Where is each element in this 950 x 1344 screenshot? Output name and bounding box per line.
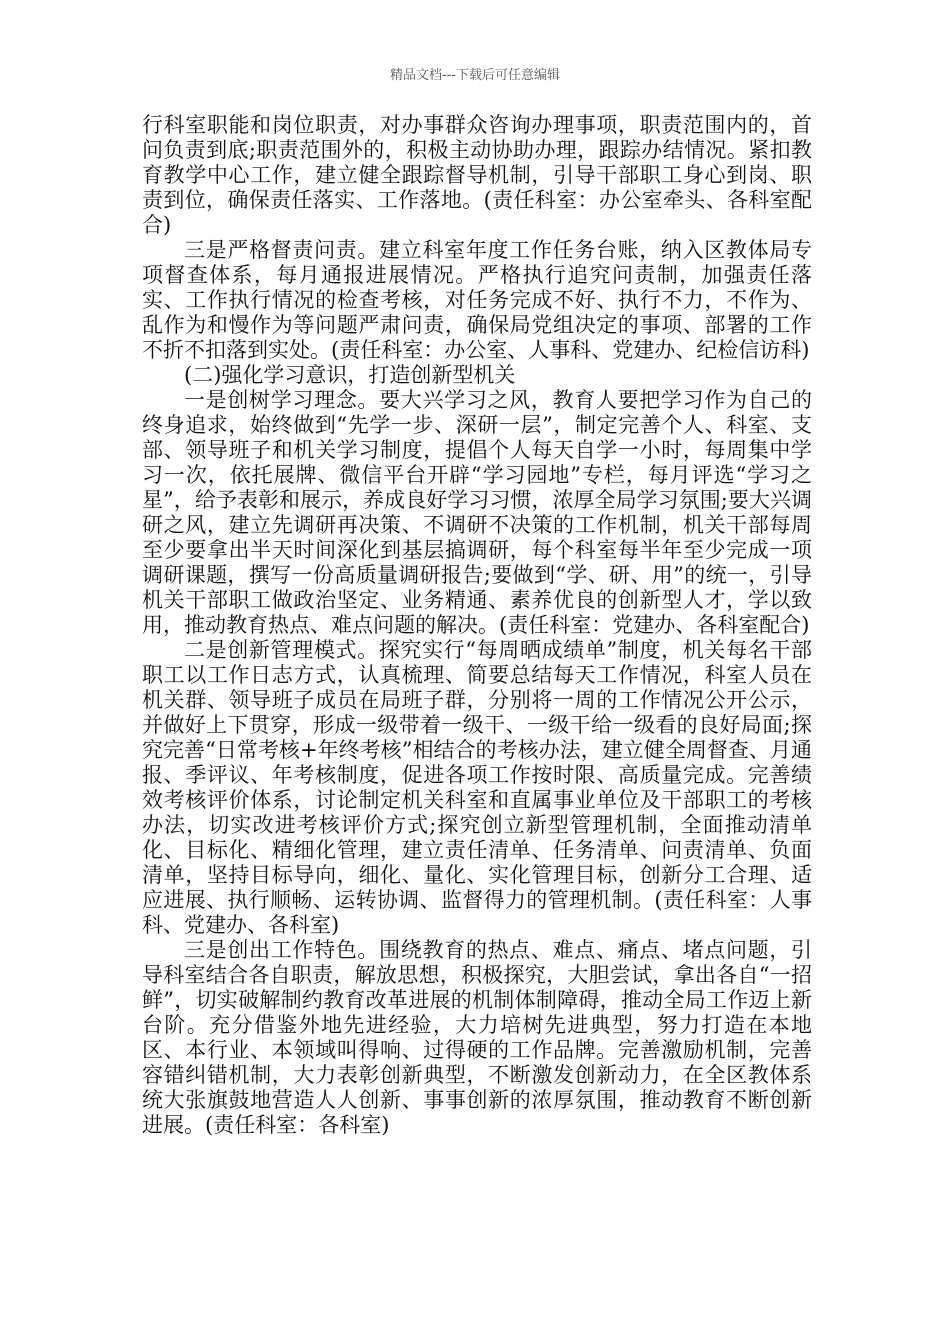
section-heading: (二)强化学习意识，打造创新型机关 <box>184 363 516 387</box>
page-header: 精品文档---下载后可任意编辑 <box>389 68 561 83</box>
paragraph-work-features: 三是创出工作特色。围绕教育的热点、难点、痛点、堵点问题，引导科室结合各自职责，解放思想，积极探究，大胆尝试，拿出各自“一招鲜”，切实破解制约教育改革进展的机制体制障碍，推动全局工作迈上新台阶。充分借鉴外地先进经验，大力培树先进典型，努力打造在本地区、本行业、本领域叫得响、过得硬的工作品牌。完善激励机制，完善容错纠错机制，大力表彰创新典型，不断激发创新动力，在全区教体系统大张旗鼓地营造人人创新、事事创新的浓厚氛围，推动教育不断创新进展。(责任科室：各科室) <box>142 938 812 1137</box>
paragraph-management-mode: 二是创新管理模式。探究实行“每周晒成绩单”制度，机关每名干部职工以工作日志方式，认真梳理、简要总结每天工作情况，科室人员在机关群、领导班子成员在局班子群，分别将一周的工作情况公开公示，并做好上下贯穿，形成一级带着一级干、一级干给一级看的良好局面;探究完善“日常考核+年终考核”相结合的考核办法，建立健全周督查、月通报、季评议、年考核制度，促进各项工作按时限、高质量完成。完善绩效考核评价体系，讨论制定机关科室和直属事业单位及干部职工的考核办法，切实改进考核评价方式;探究创立新型管理机制，全面推动清单化、目标化、精细化管理，建立责任清单、任务清单、问责清单、负面清单，坚持目标导向，细化、量化、实化管理目标，创新分工合理、适应进展、执行顺畅、运转协调、监督得力的管理机制。(责任科室：人事科、党建办、各科室) <box>142 638 812 937</box>
paragraph-continuation: 行科室职能和岗位职责，对办事群众咨询办理事项，职责范围内的，首问负责到底;职责范围外的，积极主动协助办理，跟踪办结情况。紧扣教育教学中心工作，建立健全跟踪督导机制，引导干部职工身心到岗、职责到位，确保责任落实、工作落地。(责任科室：办公室牵头、各科室配合) <box>142 113 812 237</box>
paragraph-strict-accountability: 三是严格督责问责。建立科室年度工作任务台账，纳入区教体局专项督查体系，每月通报进展情况。严格执行追究问责制，加强责任落实、工作执行情况的检查考核，对任务完成不好、执行不力，不作为、乱作为和慢作为等问题严肃问责，确保局党组决定的事项、部署的工作不折不扣落到实处。(责任科室：办公室、人事科、党建办、纪检信访科) <box>142 238 812 362</box>
document-body <box>142 113 812 1138</box>
paragraph-learning-concept: 一是创树学习理念。要大兴学习之风，教育人要把学习作为自己的终身追求，始终做到“先学一步、深研一层”，制定完善个人、科室、支部、领导班子和机关学习制度，提倡个人每天自学一小时，每周集中学习一次，依托展牌、微信平台开辟“学习园地”专栏，每月评选“学习之星”，给予表彰和展示，养成良好学习习惯，浓厚全局学习氛围;要大兴调研之风，建立先调研再决策、不调研不决策的工作机制，机关干部每周至少要拿出半天时间深化到基层搞调研，每个科室每半年至少完成一项调研课题，撰写一份高质量调研报告;要做到“学、研、用”的统一，引导机关干部职工做政治坚定、业务精通、素养优良的创新型人才，学以致用，推动教育热点、难点问题的解决。(责任科室：党建办、各科室配合) <box>142 388 812 637</box>
